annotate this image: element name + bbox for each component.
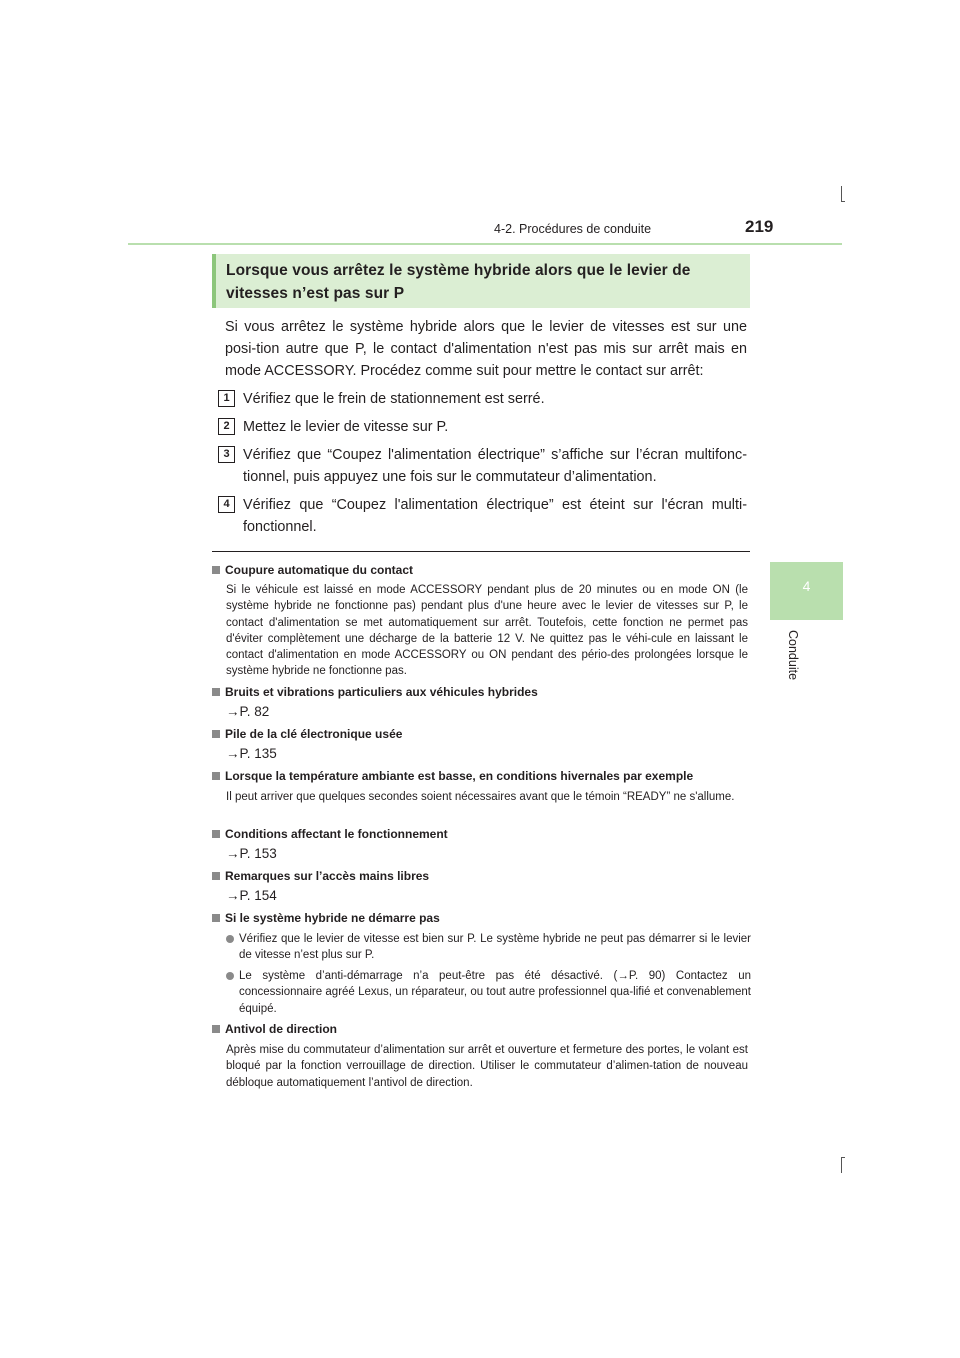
crop-mark-bottom [841,1157,842,1173]
step-number-2: 2 [218,418,235,435]
step-text-1: Vérifiez que le frein de stationnement est serré. [243,391,545,407]
page-reference-link[interactable]: →P. 135 [226,746,277,761]
round-bullet-icon [226,935,234,943]
note-heading-steering-lock: Antivol de direction [212,1022,337,1036]
procedure-title-box [212,254,750,308]
page-reference-link[interactable]: →P. 154 [226,888,277,903]
page-number: 219 [745,217,774,236]
intro-paragraph: Si vous arrêtez le système hybride alors que le levier de vitesses est sur une posi-tion autre que P, le contact d'alimentation n'est pas mis sur arrêt mais en mode ACCESSORY. Procédez comme suit pour mettre le contact sur arrêt: [225,319,747,379]
square-bullet-icon [212,914,220,922]
note-heading-hands-free: Remarques sur l’accès mains libres [212,869,429,883]
note-heading-auto-cutoff: Coupure automatique du contact [212,563,413,577]
header-rule [128,243,842,245]
crop-mark-top-foot [841,201,845,202]
note-body-low-temperature: Il peut arriver que quelques secondes soient nécessaires avant que le témoin “READY” ne s'allume. [226,791,735,803]
square-bullet-icon [212,566,220,574]
square-bullet-icon [212,830,220,838]
square-bullet-icon [212,872,220,880]
square-bullet-icon [212,1025,220,1033]
bullet-text: Vérifiez que le levier de vitesse est bien sur P. Le système hybride ne peut pas démarrer si le levier de vitesse n’est plus sur P. [239,933,751,962]
page-reference-link[interactable]: →P. 82 [226,704,270,719]
procedure-title: Lorsque vous arrêtez le système hybride alors que le levier de vitesses n’est pas sur P [226,262,691,302]
square-bullet-icon [212,730,220,738]
square-bullet-icon [212,772,220,780]
step-number-3: 3 [218,446,235,463]
step-number-1: 1 [218,390,235,407]
note-body-steering-lock: Après mise du commutateur d’alimentation sur arrêt et ouverture et fermeture des portes, le volant est bloqué par la fonction verrouillage de direction. Utiliser le commutateur d’alimen-tation de nouveau débloque automatiquement l’antivol de direction. [226,1044,748,1089]
round-bullet-icon [226,972,234,980]
step-text-4: Vérifiez que “Coupez l'alimentation électrique” est éteint sur l'écran multi-fonctionnel. [243,497,747,535]
bullet-text: Le système d’anti-démarrage n’a peut-être pas été désactivé. (→P. 90) Contactez un concessionnaire agréé Lexus, un réparateur, ou tout autre professionnel qua-lifié et convenablement équipé. [239,970,751,1015]
note-heading-no-start: Si le système hybride ne démarre pas [212,911,440,925]
chapter-number: 4 [802,578,811,594]
crop-mark-top [841,186,842,202]
section-separator [212,551,750,552]
crop-mark-bottom-foot [841,1157,845,1158]
note-heading-low-temperature: Lorsque la température ambiante est basse, en conditions hivernales par exemple [212,769,693,783]
step-text-2: Mettez le levier de vitesse sur P. [243,419,449,435]
note-heading-conditions: Conditions affectant le fonctionnement [212,827,448,841]
step-text-3: Vérifiez que “Coupez l'alimentation électrique” s’affiche sur l’écran multifonc-tionnel, puis appuyez une fois sur le commutateur d’alimentation. [243,447,747,485]
step-number-4: 4 [218,496,235,513]
note-heading-hybrid-noise: Bruits et vibrations particuliers aux véhicules hybrides [212,685,538,699]
section-title: 4-2. Procédures de conduite [494,222,652,236]
note-body-auto-cutoff: Si le véhicule est laissé en mode ACCESSORY pendant plus de 20 minutes ou en mode ON (le système hybride ne fonctionne pas) pendant plus d'une heure avec le levier de vitesses sur P, le contact d'alimentation se met automatiquement sur arrêt. Toutefois, cette fonction ne permet pas d'éviter complètement une décharge de la batterie 12 V. Ne quittez pas le véhi-cule en laissant le contact d'alimentation en mode ACCESSORY ou ON pendant des pério-des prolongées lorsque le système hybride ne fonctionne pas. [226,584,748,678]
chapter-tab [770,562,843,620]
page-reference-link[interactable]: →P. 153 [226,846,277,861]
square-bullet-icon [212,688,220,696]
note-heading-key-battery: Pile de la clé électronique usée [212,727,402,741]
chapter-label: Conduite [786,630,800,681]
